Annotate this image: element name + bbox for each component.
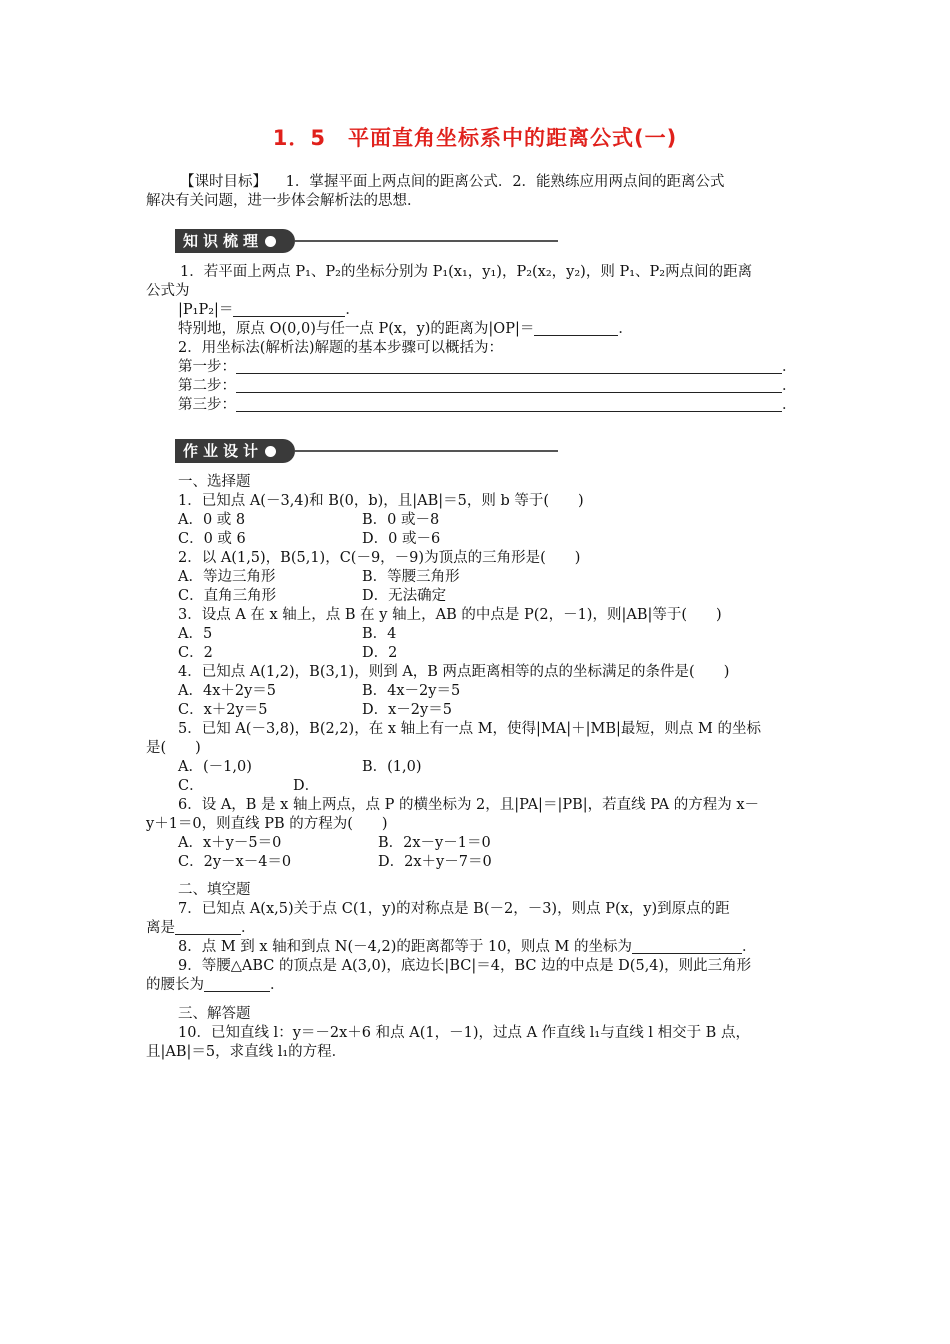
section-rule: [295, 450, 558, 452]
q6-option-b: B．2x－y－1＝0: [378, 835, 491, 851]
punct: ．: [270, 977, 285, 993]
section-header-homework: [175, 439, 295, 463]
q4-option-d: D．x－2y＝5: [362, 702, 452, 718]
question-4: 4．已知点 A(1,2)，B(3,1)，则到 A，B 两点距离相等的点的坐标满足的条件是( ): [178, 664, 730, 680]
knowledge-p2: 2．用坐标法(解析法)解题的基本步骤可以概括为：: [178, 340, 504, 356]
question-text: 8．点 M 到 x 轴和到点 N(－4,2)的距离都等于 10，则点 M 的坐标为: [178, 939, 632, 955]
question-10-line-2: 且|AB|＝5，求直线 l₁的方程．: [146, 1044, 347, 1060]
part-fill-heading: 二、填空题: [178, 882, 251, 898]
question-text: 离是: [146, 920, 175, 936]
q2-option-b: B．等腰三角形: [362, 569, 460, 585]
bullet-dot-icon: [265, 446, 276, 457]
q4-option-a: A．4x＋2y＝5: [178, 683, 277, 699]
answer-blank[interactable]: [632, 939, 742, 954]
step-label: 第二步：: [178, 378, 236, 394]
knowledge-p1-line3: [178, 301, 360, 320]
q4-option-c: C．x＋2y＝5: [178, 702, 268, 718]
q3-option-d: D．2: [362, 645, 398, 661]
q1-option-c: C．0 或 6: [178, 531, 246, 547]
step-label: 第一步：: [178, 359, 236, 375]
question-10-line-1: 10．已知直线 l：y＝－2x＋6 和点 A(1，－1)，过点 A 作直线 l₁与直线 l 相交于 B 点，: [178, 1025, 750, 1041]
step-3: [178, 396, 797, 415]
q5-option-b: B．(1,0): [362, 759, 422, 775]
question-2: 2．以 A(1,5)，B(5,1)，C(－9，－9)为顶点的三角形是( ): [178, 550, 581, 566]
answer-blank[interactable]: [534, 321, 618, 336]
q1-option-a: A．0 或 8: [178, 512, 246, 528]
punct: ．: [345, 302, 360, 318]
q1-option-d: D．0 或－6: [362, 531, 441, 547]
answer-blank[interactable]: [236, 359, 782, 374]
punct: ．: [241, 920, 256, 936]
answer-blank[interactable]: [236, 397, 782, 412]
question-text: 的腰长为: [146, 977, 204, 993]
punct: ．: [618, 321, 633, 337]
question-8: [178, 938, 756, 957]
knowledge-p1-line4: [178, 320, 633, 339]
question-7-line-1: 7．已知点 A(x,5)关于点 C(1，y)的对称点是 B(－2，－3)，则点 P(x，y)到原点的距: [178, 901, 730, 917]
answer-blank[interactable]: [204, 977, 270, 992]
q2-option-a: A．等边三角形: [178, 569, 276, 585]
q4-option-b: B．4x－2y＝5: [362, 683, 461, 699]
knowledge-p1-line2: 公式为: [146, 283, 190, 299]
q2-option-c: C．直角三角形: [178, 588, 277, 604]
question-6-line-2: y＋1＝0，则直线 PB 的方程为( ): [146, 816, 388, 832]
question-5-line-2: 是( ): [146, 740, 201, 756]
q5-option-a: A．(－1,0): [178, 759, 252, 775]
page-title: 1．5 平面直角坐标系中的距离公式(一): [272, 126, 678, 150]
step-2: [178, 377, 797, 396]
goal-line-2: 解决有关问题，进一步体会解析法的思想．: [146, 193, 422, 209]
q3-option-a: A．5: [178, 626, 213, 642]
question-5-line-1: 5．已知 A(－3,8)，B(2,2)，在 x 轴上有一点 M，使得|MA|＋|MB|最短，则点 M 的坐标: [178, 721, 761, 737]
goal-line-1: [180, 173, 725, 192]
punct: ．: [741, 939, 757, 955]
bullet-dot-icon: [265, 236, 276, 247]
q5-option-d: D．: [293, 778, 320, 794]
punct: ．: [782, 378, 797, 394]
question-7-line-2: [146, 919, 256, 938]
punct: ．: [782, 397, 797, 413]
answer-blank[interactable]: [233, 302, 345, 317]
q6-option-c: C．2y－x－4＝0: [178, 854, 292, 870]
origin-distance-text: 特别地，原点 O(0,0)与任一点 P(x，y)的距离为|OP|＝: [178, 321, 535, 337]
section-header-knowledge: [175, 229, 295, 253]
q6-option-a: A．x＋y－5＝0: [178, 835, 282, 851]
q1-option-b: B．0 或－8: [362, 512, 440, 528]
question-9-line-1: 9．等腰△ABC 的顶点是 A(3,0)，底边长|BC|＝4，BC 边的中点是 D(5,4)，则此三角形: [178, 958, 752, 974]
section-rule: [295, 240, 558, 242]
step-label: 第三步：: [178, 397, 236, 413]
q5-option-c: C．: [178, 778, 204, 794]
punct: ．: [782, 359, 797, 375]
q3-option-b: B．4: [362, 626, 397, 642]
answer-blank[interactable]: [236, 378, 782, 393]
distance-formula-label: |P₁P₂|＝: [178, 302, 234, 318]
knowledge-p1-line1: 1．若平面上两点 P₁、P₂的坐标分别为 P₁(x₁，y₁)，P₂(x₂，y₂)，则 P₁、P₂两点间的距离: [180, 264, 753, 280]
question-9-line-2: [146, 976, 285, 995]
q2-option-d: D．无法确定: [362, 588, 447, 604]
q3-option-c: C．2: [178, 645, 213, 661]
section-header-label: 作业设计: [183, 442, 264, 460]
question-6-line-1: 6．设 A，B 是 x 轴上两点，点 P 的横坐标为 2，且|PA|＝|PB|，若直线 PA 的方程为 x－: [178, 797, 760, 813]
section-header-label: 知识梳理: [183, 232, 264, 250]
answer-blank[interactable]: [175, 920, 241, 935]
question-1: 1．已知点 A(－3,4)和 B(0，b)，且|AB|＝5，则 b 等于( ): [178, 493, 584, 509]
goal-label: 【课时目标】: [180, 174, 267, 190]
question-3: 3．设点 A 在 x 轴上，点 B 在 y 轴上，AB 的中点是 P(2，－1)，则|AB|等于( ): [178, 607, 722, 623]
goal-text-1: 1．掌握平面上两点间的距离公式．2．能熟练应用两点间的距离公式: [285, 174, 725, 190]
q6-option-d: D．2x＋y－7＝0: [378, 854, 492, 870]
part-answer-heading: 三、解答题: [178, 1006, 251, 1022]
step-1: [178, 358, 797, 377]
part-choice-heading: 一、选择题: [178, 474, 251, 490]
